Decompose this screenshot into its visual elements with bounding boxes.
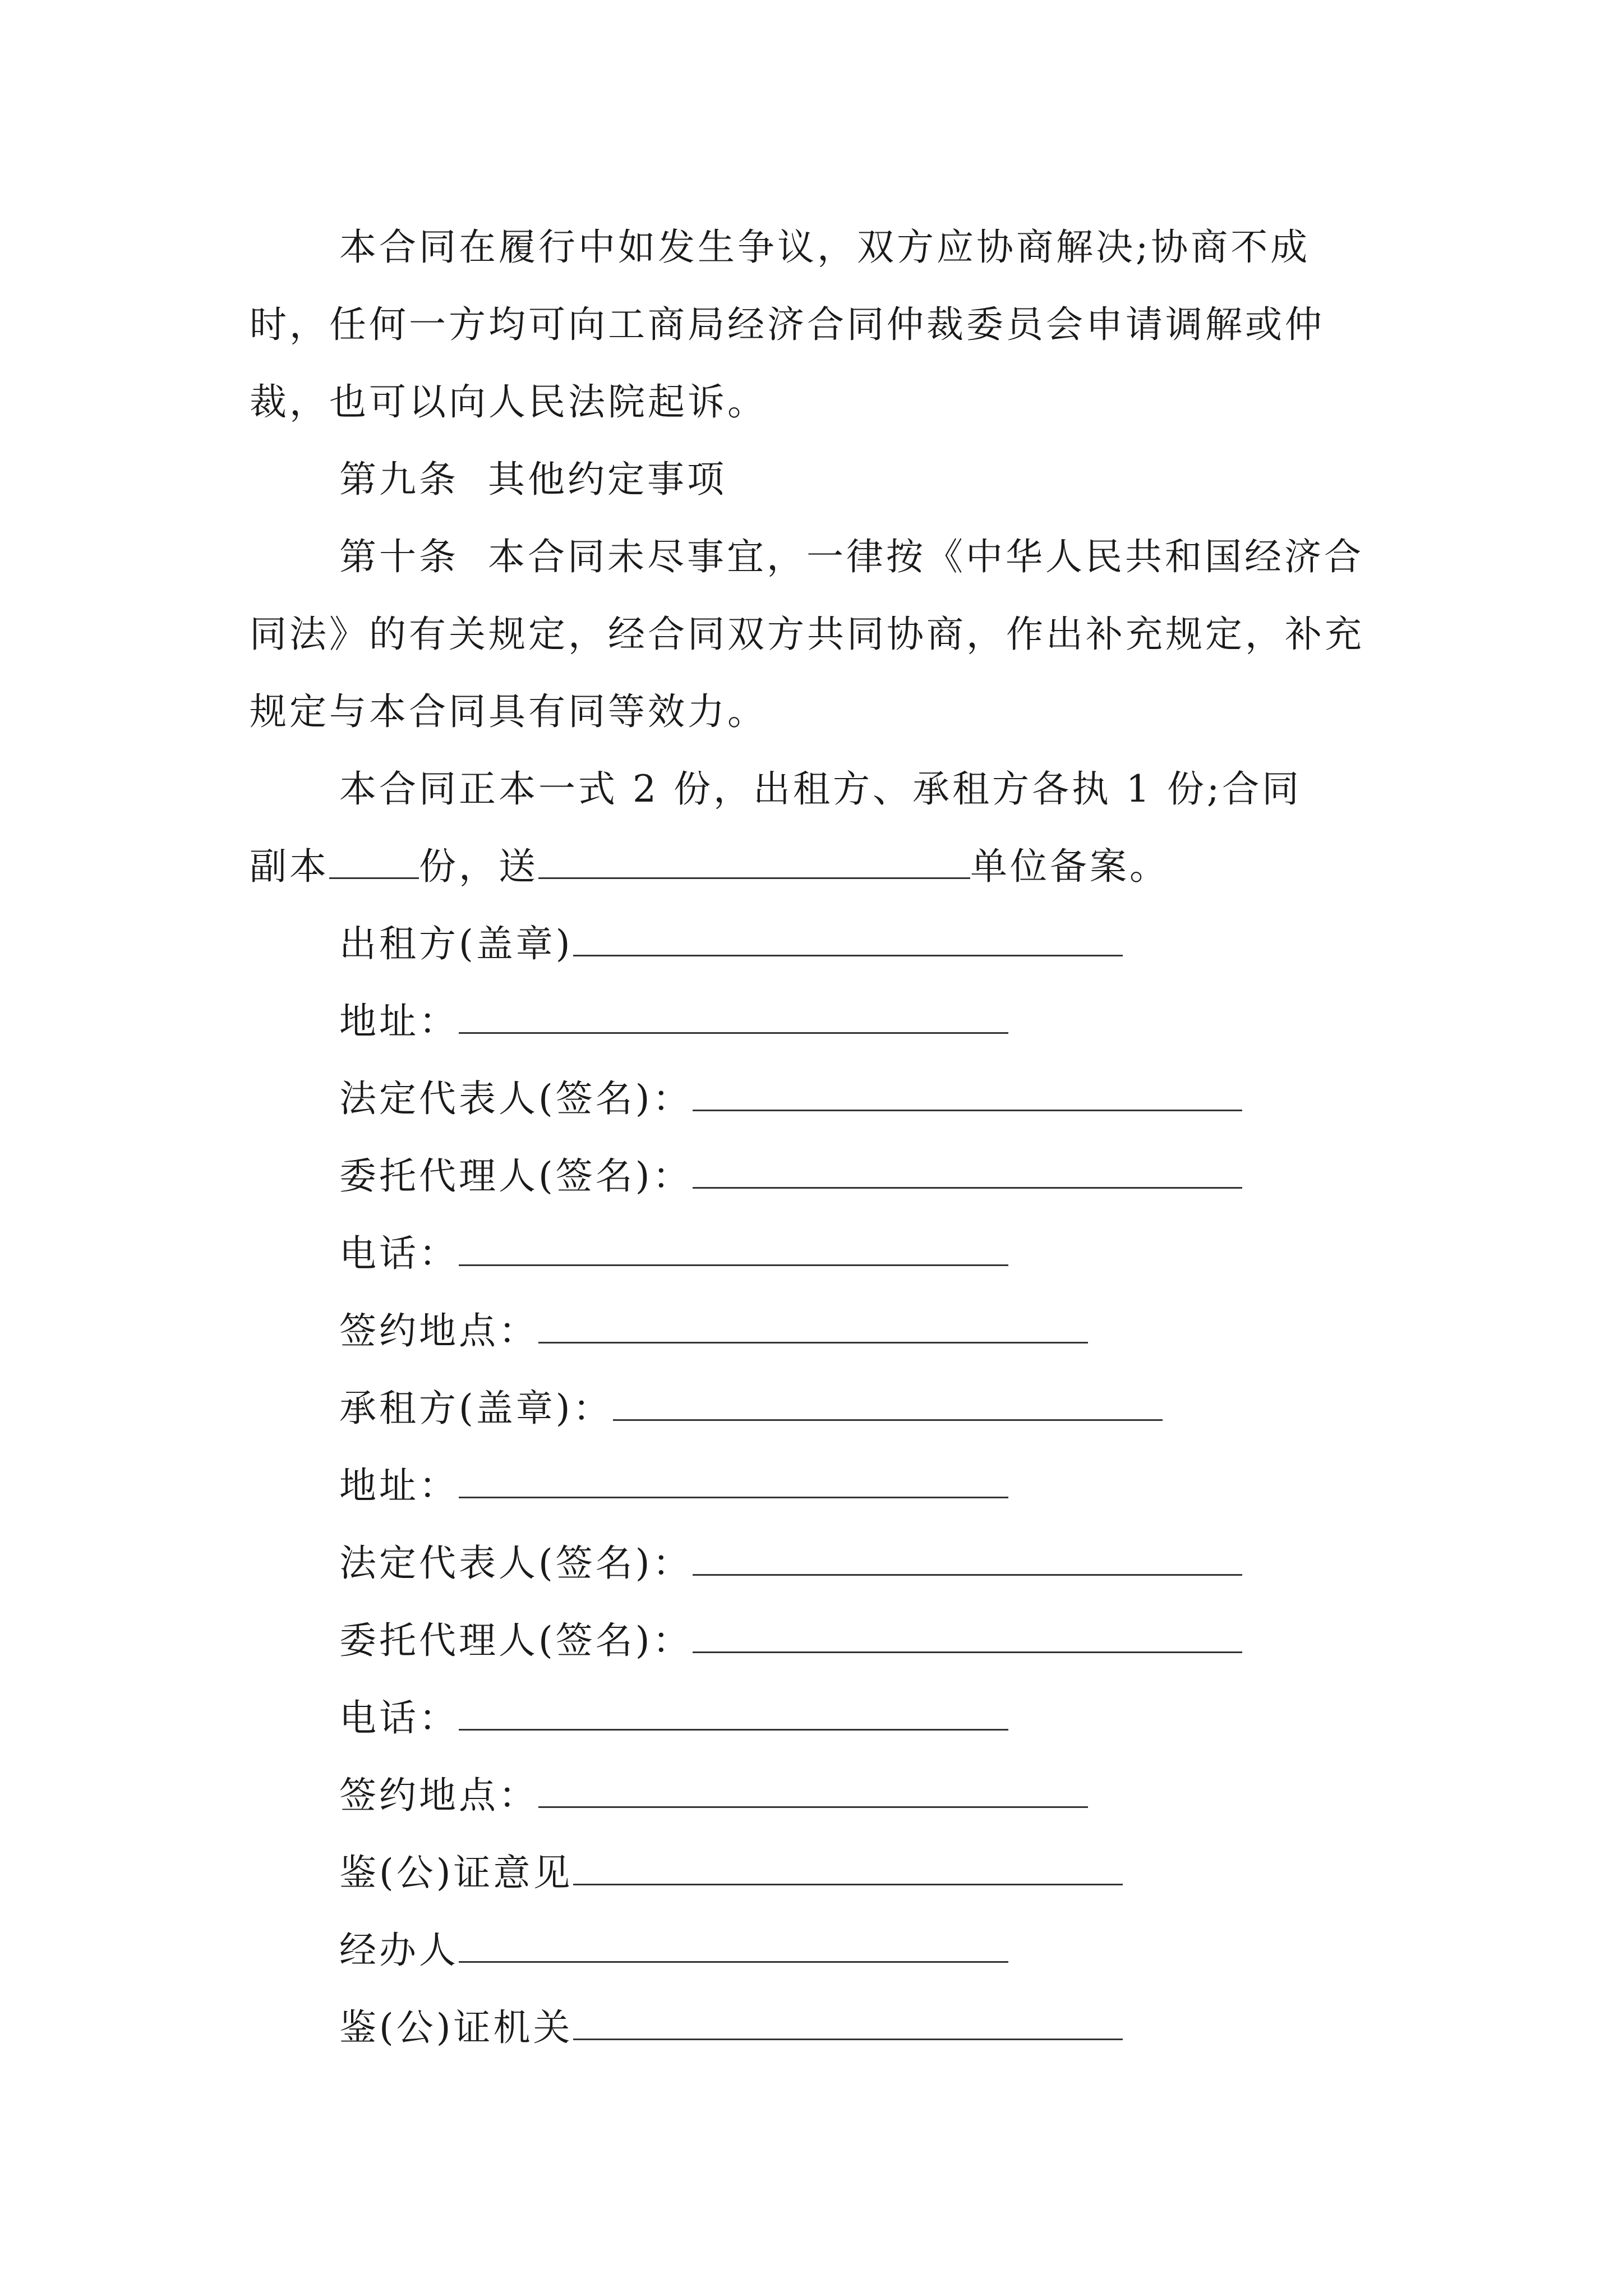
field-label: 鉴(公)证机关 bbox=[339, 2006, 573, 2049]
field-label: 签约地点： bbox=[339, 1774, 538, 1817]
field-lessor-seal bbox=[250, 905, 1388, 983]
field-lessee-phone bbox=[250, 1680, 1388, 1757]
copies-count-blank[interactable] bbox=[329, 846, 419, 879]
field-blank[interactable] bbox=[693, 1078, 1242, 1111]
field-label: 鉴(公)证意见 bbox=[339, 1851, 573, 1894]
field-lessor-address bbox=[250, 983, 1388, 1060]
copies-line-1 bbox=[250, 751, 1388, 828]
field-blank[interactable] bbox=[459, 1233, 1008, 1266]
field-lessor-legal-rep bbox=[250, 1060, 1388, 1138]
field-label: 经办人 bbox=[339, 1929, 459, 1972]
field-lessor-agent bbox=[250, 1138, 1388, 1215]
field-blank[interactable] bbox=[459, 1001, 1008, 1034]
field-handler bbox=[250, 1912, 1388, 1989]
field-label: 地址： bbox=[339, 1000, 459, 1043]
field-lessee-sign-place bbox=[250, 1757, 1388, 1834]
article-ten: 第十条 本合同未尽事宜，一律按《中华人民共和国经济合同法》的有关规定，经合同双方共同协商，作出补充规定，补充规定与本合同具有同等效力。 bbox=[250, 535, 1364, 733]
field-label: 委托代理人(签名)： bbox=[339, 1619, 693, 1662]
field-blank[interactable] bbox=[459, 1465, 1008, 1498]
copies-text: 本合同正本一式 2 份，出租方、承租方各执 1 份;合同 bbox=[339, 767, 1302, 811]
field-label: 法定代表人(签名)： bbox=[339, 1077, 693, 1120]
field-blank[interactable] bbox=[459, 1930, 1008, 1963]
field-blank[interactable] bbox=[538, 1310, 1088, 1343]
dispute-clause: 本合同在履行中如发生争议，双方应协商解决;协商不成时，任何一方均可向工商局经济合同仲裁委员会申请调解或仲裁，也可以向人民法院起诉。 bbox=[250, 226, 1325, 424]
field-blank[interactable] bbox=[693, 1543, 1242, 1576]
field-blank[interactable] bbox=[538, 1775, 1088, 1808]
field-blank[interactable] bbox=[693, 1620, 1242, 1653]
field-lessee-address bbox=[250, 1447, 1388, 1525]
filing-unit-blank[interactable] bbox=[538, 846, 970, 879]
contract-body bbox=[250, 209, 1388, 2067]
signature-block bbox=[250, 905, 1388, 2067]
field-label: 委托代理人(签名)： bbox=[339, 1154, 693, 1198]
copies-mid: 份，送 bbox=[419, 845, 538, 888]
field-notary-opinion bbox=[250, 1834, 1388, 1912]
field-blank[interactable] bbox=[573, 1852, 1123, 1885]
field-blank[interactable] bbox=[693, 1156, 1242, 1189]
field-blank[interactable] bbox=[573, 2007, 1123, 2040]
copies-prefix: 副本 bbox=[250, 845, 329, 888]
field-label: 电话： bbox=[339, 1232, 459, 1275]
field-label: 出租方(盖章) bbox=[339, 922, 573, 965]
copies-line-2 bbox=[250, 828, 1388, 905]
field-notary-office bbox=[250, 1989, 1388, 2067]
field-lessee-seal bbox=[250, 1370, 1388, 1447]
field-lessor-phone bbox=[250, 1215, 1388, 1292]
copies-suffix: 单位备案。 bbox=[970, 845, 1169, 888]
field-blank[interactable] bbox=[573, 923, 1123, 956]
field-label: 承租方(盖章)： bbox=[339, 1387, 613, 1430]
copies-clause bbox=[250, 751, 1388, 905]
article-nine: 第九条 其他约定事项 bbox=[339, 458, 727, 501]
field-lessee-legal-rep bbox=[250, 1525, 1388, 1602]
field-lessor-sign-place bbox=[250, 1292, 1388, 1370]
field-lessee-agent bbox=[250, 1602, 1388, 1680]
field-label: 电话： bbox=[339, 1696, 459, 1740]
field-label: 地址： bbox=[339, 1464, 459, 1507]
field-blank[interactable] bbox=[613, 1388, 1163, 1421]
field-label: 法定代表人(签名)： bbox=[339, 1542, 693, 1585]
field-blank[interactable] bbox=[459, 1697, 1008, 1731]
field-label: 签约地点： bbox=[339, 1309, 538, 1352]
